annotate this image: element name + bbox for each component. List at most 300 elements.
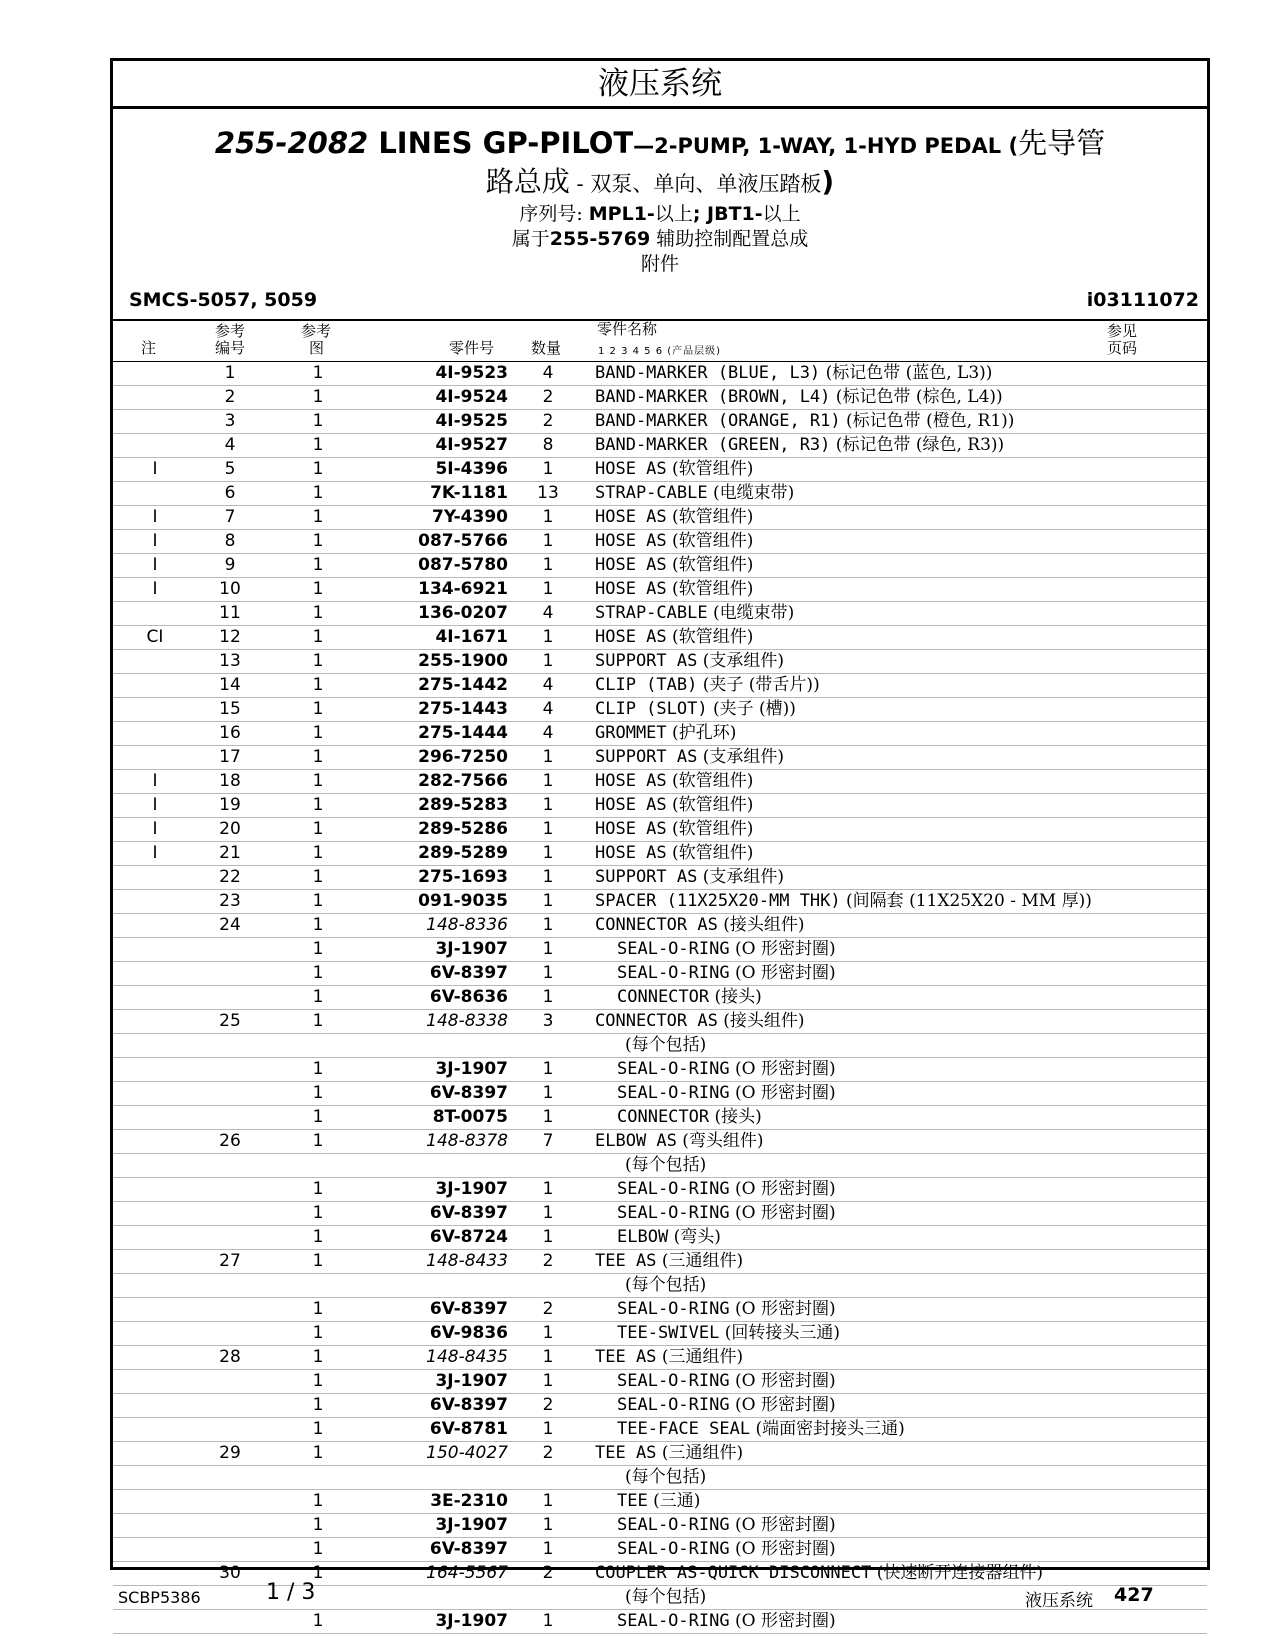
part-name-cell bbox=[617, 1082, 836, 1105]
quantity-cell: 4 bbox=[542, 363, 554, 383]
part-name-cn: (接头) bbox=[709, 1107, 762, 1127]
col-qty: 数量 bbox=[531, 339, 562, 357]
part-name-cell bbox=[625, 1154, 706, 1177]
ref-number-cell: 20 bbox=[219, 819, 241, 839]
table-row bbox=[113, 1298, 1207, 1322]
part-number-cell: 150-4027 bbox=[426, 1443, 508, 1463]
ref-figure-cell: 1 bbox=[312, 411, 324, 431]
part-number-cell: 6V-8397 bbox=[429, 1203, 508, 1223]
col-part-no: 零件号 bbox=[449, 339, 495, 357]
part-name-cn: (每个包括) bbox=[625, 1275, 707, 1295]
title-cn-line2: 路总成 bbox=[485, 165, 570, 198]
part-name-cell bbox=[617, 962, 836, 985]
ref-number-cell: 25 bbox=[219, 1011, 241, 1031]
part-number-cell: 6V-8397 bbox=[429, 1539, 508, 1559]
table-row bbox=[113, 386, 1207, 410]
ref-figure-cell: 1 bbox=[312, 1395, 324, 1415]
part-name-cn: (护孔环) bbox=[666, 723, 737, 743]
quantity-cell: 1 bbox=[542, 1515, 554, 1535]
part-number-cell: 148-8378 bbox=[426, 1131, 508, 1151]
table-row bbox=[113, 506, 1207, 530]
quantity-cell: 1 bbox=[542, 1059, 554, 1079]
part-name-en: CONNECTOR bbox=[617, 987, 710, 1007]
part-name-en: ELBOW AS bbox=[595, 1131, 677, 1151]
part-name-cn: (O 形密封圈) bbox=[729, 963, 836, 983]
ref-figure-cell: 1 bbox=[312, 867, 324, 887]
title-block bbox=[113, 125, 1207, 277]
part-name-cell bbox=[617, 1490, 700, 1513]
quantity-cell: 1 bbox=[542, 1083, 554, 1103]
part-name-en: HOSE AS bbox=[595, 507, 667, 527]
part-name-en: SEAL-O-RING bbox=[617, 1203, 730, 1223]
ref-number-cell: 27 bbox=[219, 1251, 241, 1271]
part-name-cn: (标记色带 (绿色, R3)) bbox=[830, 435, 1005, 455]
quantity-cell: 8 bbox=[542, 435, 554, 455]
part-name-cn: (接头组件) bbox=[717, 1011, 805, 1031]
ref-figure-cell: 1 bbox=[312, 1299, 324, 1319]
part-name-cn: (接头) bbox=[709, 987, 762, 1007]
part-name-cn: (三通组件) bbox=[656, 1347, 744, 1367]
part-name-cell bbox=[617, 1178, 836, 1201]
table-row bbox=[113, 1130, 1207, 1154]
quantity-cell: 1 bbox=[542, 627, 554, 647]
table-row bbox=[113, 1490, 1207, 1514]
part-name-en: HOSE AS bbox=[595, 627, 667, 647]
quantity-cell: 3 bbox=[542, 1011, 554, 1031]
quantity-cell: 1 bbox=[542, 1107, 554, 1127]
serial-label: 序列号: bbox=[519, 203, 583, 225]
part-name-cn: (软管组件) bbox=[666, 459, 754, 479]
ref-figure-cell: 1 bbox=[312, 1083, 324, 1103]
serial-b-text: 以上 bbox=[762, 203, 801, 225]
quantity-cell: 1 bbox=[542, 795, 554, 815]
serial-b: JBT1- bbox=[707, 203, 763, 225]
part-name-cn: (O 形密封圈) bbox=[729, 1299, 836, 1319]
quantity-cell: 2 bbox=[542, 1251, 554, 1271]
table-row bbox=[113, 458, 1207, 482]
ref-figure-cell: 1 bbox=[312, 531, 324, 551]
part-name-en: SUPPORT AS bbox=[595, 867, 698, 887]
part-name-en: SEAL-O-RING bbox=[617, 939, 730, 959]
note-cell: I bbox=[152, 819, 158, 839]
part-name-en: SEAL-O-RING bbox=[617, 1179, 730, 1199]
part-name-cn: (电缆束带) bbox=[707, 483, 795, 503]
title-variant: —2-PUMP, 1-WAY, 1-HYD PEDAL ( bbox=[633, 134, 1019, 158]
part-name-cell bbox=[595, 1442, 743, 1465]
part-name-cell bbox=[595, 818, 753, 841]
quantity-cell: 1 bbox=[542, 819, 554, 839]
part-name-cn: (三通) bbox=[647, 1491, 701, 1511]
quantity-cell: 1 bbox=[542, 1347, 554, 1367]
ref-figure-cell: 1 bbox=[312, 1611, 324, 1631]
part-name-cn: (O 形密封圈) bbox=[729, 1539, 836, 1559]
note-cell: I bbox=[152, 531, 158, 551]
parts-table bbox=[113, 362, 1207, 1634]
table-row bbox=[113, 1250, 1207, 1274]
title-part-number: 255-2082 bbox=[214, 126, 369, 160]
table-row bbox=[113, 1034, 1207, 1058]
footer-page-of: 1 / 3 bbox=[266, 1580, 316, 1605]
ref-number-cell: 22 bbox=[219, 867, 241, 887]
table-row bbox=[113, 1154, 1207, 1178]
smcs-row bbox=[113, 285, 1207, 319]
part-name-en: HOSE AS bbox=[595, 819, 667, 839]
footer-page-number: 427 bbox=[1114, 1584, 1154, 1606]
part-name-cn: (O 形密封圈) bbox=[729, 1395, 836, 1415]
ref-number-cell: 13 bbox=[219, 651, 241, 671]
part-number-cell: 289-5286 bbox=[418, 819, 508, 839]
quantity-cell: 1 bbox=[542, 1179, 554, 1199]
part-name-cn: (电缆束带) bbox=[707, 603, 795, 623]
part-name-cn: (软管组件) bbox=[666, 771, 754, 791]
part-name-cell bbox=[595, 1346, 743, 1369]
part-name-en: SEAL-O-RING bbox=[617, 1515, 730, 1535]
table-row bbox=[113, 770, 1207, 794]
part-name-cell bbox=[595, 770, 753, 793]
ref-number-cell: 21 bbox=[219, 843, 241, 863]
part-name-cell bbox=[595, 674, 820, 697]
part-number-cell: 282-7566 bbox=[418, 771, 508, 791]
quantity-cell: 1 bbox=[542, 1371, 554, 1391]
table-row bbox=[113, 794, 1207, 818]
part-name-cn: (弯头) bbox=[668, 1227, 721, 1247]
ref-figure-cell: 1 bbox=[312, 843, 324, 863]
part-number-cell: 289-5283 bbox=[418, 795, 508, 815]
ref-figure-cell: 1 bbox=[312, 1539, 324, 1559]
part-name-cn: (间隔套 (11X25X20 - MM 厚)) bbox=[840, 891, 1092, 911]
table-row bbox=[113, 410, 1207, 434]
doc-id: i03111072 bbox=[1086, 289, 1199, 311]
serial-a-text: 以上 bbox=[654, 203, 693, 225]
ref-figure-cell: 1 bbox=[312, 1419, 324, 1439]
part-name-cn: (软管组件) bbox=[666, 819, 754, 839]
part-name-cell bbox=[595, 458, 753, 481]
part-number-cell: 3J-1907 bbox=[435, 1515, 508, 1535]
ref-number-cell: 15 bbox=[219, 699, 241, 719]
ref-figure-cell: 1 bbox=[312, 891, 324, 911]
part-number-cell: 6V-8636 bbox=[429, 987, 508, 1007]
title-close: ) bbox=[821, 165, 835, 198]
quantity-cell: 1 bbox=[542, 963, 554, 983]
part-name-cell bbox=[617, 938, 836, 961]
part-number-cell: 6V-8397 bbox=[429, 1083, 508, 1103]
part-name-en: BAND-MARKER (BLUE, L3) bbox=[595, 363, 821, 383]
part-number-cell: 5I-4396 bbox=[435, 459, 508, 479]
part-name-cell bbox=[595, 578, 753, 601]
ref-figure-cell: 1 bbox=[312, 819, 324, 839]
ref-number-cell: 7 bbox=[224, 507, 236, 527]
belongs-text: 辅助控制配置总成 bbox=[650, 228, 809, 250]
part-name-en: SUPPORT AS bbox=[595, 651, 698, 671]
ref-number-cell: 10 bbox=[219, 579, 241, 599]
part-name-cn: (O 形密封圈) bbox=[729, 1083, 836, 1103]
part-number-cell: 136-0207 bbox=[418, 603, 508, 623]
quantity-cell: 7 bbox=[542, 1131, 554, 1151]
part-number-cell: 6V-8397 bbox=[429, 1299, 508, 1319]
part-name-cell bbox=[595, 626, 753, 649]
table-row bbox=[113, 1466, 1207, 1490]
part-name-en: CONNECTOR AS bbox=[595, 915, 718, 935]
table-row bbox=[113, 1106, 1207, 1130]
part-name-en: SEAL-O-RING bbox=[617, 1083, 730, 1103]
quantity-cell: 1 bbox=[542, 771, 554, 791]
quantity-cell: 1 bbox=[542, 507, 554, 527]
table-row bbox=[113, 746, 1207, 770]
quantity-cell: 1 bbox=[542, 1539, 554, 1559]
ref-figure-cell: 1 bbox=[312, 555, 324, 575]
quantity-cell: 1 bbox=[542, 891, 554, 911]
column-header bbox=[113, 319, 1207, 362]
part-name-en: CLIP (TAB) bbox=[595, 675, 698, 695]
ref-number-cell: 6 bbox=[224, 483, 236, 503]
col-see-top: 参见 bbox=[1107, 322, 1138, 340]
part-name-cell bbox=[595, 866, 784, 889]
table-row bbox=[113, 1442, 1207, 1466]
col-see-bot: 页码 bbox=[1107, 339, 1138, 357]
table-row bbox=[113, 818, 1207, 842]
part-name-en: SPACER (11X25X20-MM THK) bbox=[595, 891, 841, 911]
col-ref-bot: 编号 bbox=[215, 339, 246, 357]
quantity-cell: 1 bbox=[542, 1491, 554, 1511]
ref-number-cell: 24 bbox=[219, 915, 241, 935]
table-row bbox=[113, 650, 1207, 674]
part-name-cn: (每个包括) bbox=[625, 1155, 707, 1175]
col-levels: 1 2 3 4 5 6 (产品层级) bbox=[598, 346, 722, 357]
ref-figure-cell: 1 bbox=[312, 363, 324, 383]
ref-figure-cell: 1 bbox=[312, 435, 324, 455]
part-number-cell: 255-1900 bbox=[418, 651, 508, 671]
quantity-cell: 13 bbox=[537, 483, 559, 503]
part-name-en: STRAP-CABLE bbox=[595, 603, 708, 623]
part-name-cell bbox=[617, 1226, 721, 1249]
part-number-cell: 4I-9523 bbox=[435, 363, 508, 383]
quantity-cell: 2 bbox=[542, 1299, 554, 1319]
ref-number-cell: 18 bbox=[219, 771, 241, 791]
part-number-cell: 148-8435 bbox=[426, 1347, 508, 1367]
ref-figure-cell: 1 bbox=[312, 1107, 324, 1127]
part-name-en: SEAL-O-RING bbox=[617, 1059, 730, 1079]
note-cell: CI bbox=[146, 627, 164, 647]
ref-figure-cell: 1 bbox=[312, 1227, 324, 1247]
part-name-cn: (每个包括) bbox=[625, 1587, 707, 1607]
part-number-cell: 275-1444 bbox=[418, 723, 508, 743]
ref-figure-cell: 1 bbox=[312, 963, 324, 983]
quantity-cell: 1 bbox=[542, 747, 554, 767]
ref-figure-cell: 1 bbox=[312, 699, 324, 719]
part-number-cell: 7Y-4390 bbox=[431, 507, 508, 527]
belongs-line bbox=[113, 227, 1207, 252]
part-name-cn: (支承组件) bbox=[697, 747, 785, 767]
part-number-cell: 3J-1907 bbox=[435, 1611, 508, 1631]
quantity-cell: 2 bbox=[542, 411, 554, 431]
part-name-cn: (支承组件) bbox=[697, 651, 785, 671]
table-row bbox=[113, 1370, 1207, 1394]
part-name-cn: (O 形密封圈) bbox=[729, 1611, 836, 1631]
part-name-cn: (接头组件) bbox=[717, 915, 805, 935]
ref-figure-cell: 1 bbox=[312, 579, 324, 599]
table-row bbox=[113, 578, 1207, 602]
part-name-cell bbox=[595, 410, 1014, 433]
part-name-cell bbox=[617, 1058, 836, 1081]
table-row bbox=[113, 1010, 1207, 1034]
part-name-cell bbox=[595, 890, 1092, 913]
table-row bbox=[113, 986, 1207, 1010]
ref-number-cell: 11 bbox=[219, 603, 241, 623]
part-number-cell: 134-6921 bbox=[418, 579, 508, 599]
part-name-en: BAND-MARKER (ORANGE, R1) bbox=[595, 411, 841, 431]
main-title bbox=[113, 125, 1207, 164]
quantity-cell: 1 bbox=[542, 531, 554, 551]
table-row bbox=[113, 938, 1207, 962]
quantity-cell: 1 bbox=[542, 555, 554, 575]
note-cell: I bbox=[152, 795, 158, 815]
part-name-cell bbox=[617, 1394, 836, 1417]
part-name-cn: (每个包括) bbox=[625, 1467, 707, 1487]
quantity-cell: 4 bbox=[542, 723, 554, 743]
part-name-cell bbox=[617, 1106, 762, 1129]
table-row bbox=[113, 362, 1207, 386]
part-name-en: TEE-FACE SEAL bbox=[617, 1419, 751, 1439]
part-name-cell bbox=[617, 1298, 836, 1321]
part-name-cn: (O 形密封圈) bbox=[729, 1059, 836, 1079]
ref-number-cell: 23 bbox=[219, 891, 241, 911]
part-name-cell bbox=[595, 482, 794, 505]
part-name-cn: (回转接头三通) bbox=[719, 1323, 841, 1343]
quantity-cell: 1 bbox=[542, 1323, 554, 1343]
note-cell: I bbox=[152, 843, 158, 863]
table-row bbox=[113, 722, 1207, 746]
table-row bbox=[113, 962, 1207, 986]
part-name-cn: (软管组件) bbox=[666, 843, 754, 863]
ref-figure-cell: 1 bbox=[312, 1515, 324, 1535]
part-name-cn: (O 形密封圈) bbox=[729, 1179, 836, 1199]
part-number-cell: 148-8338 bbox=[426, 1011, 508, 1031]
quantity-cell: 1 bbox=[542, 1203, 554, 1223]
part-name-cell bbox=[617, 986, 762, 1009]
part-number-cell: 087-5780 bbox=[418, 555, 508, 575]
part-name-en: HOSE AS bbox=[595, 795, 667, 815]
part-name-en: HOSE AS bbox=[595, 843, 667, 863]
quantity-cell: 1 bbox=[542, 651, 554, 671]
ref-number-cell: 19 bbox=[219, 795, 241, 815]
part-name-cell bbox=[595, 554, 753, 577]
part-name-en: HOSE AS bbox=[595, 459, 667, 479]
quantity-cell: 1 bbox=[542, 1611, 554, 1631]
attachment-label: 附件 bbox=[640, 253, 679, 275]
part-name-en: COUPLER AS-QUICK DISCONNECT bbox=[595, 1563, 872, 1583]
ref-number-cell: 8 bbox=[224, 531, 236, 551]
part-name-cell bbox=[625, 1466, 706, 1489]
note-cell: I bbox=[152, 507, 158, 527]
part-name-cell bbox=[595, 434, 1004, 457]
ref-number-cell: 28 bbox=[219, 1347, 241, 1367]
ref-number-cell: 9 bbox=[224, 555, 236, 575]
part-number-cell: 289-5289 bbox=[418, 843, 508, 863]
part-number-cell: 6V-8781 bbox=[429, 1419, 508, 1439]
part-number-cell: 7K-1181 bbox=[430, 483, 508, 503]
part-name-cn: (夹子 (槽)) bbox=[707, 699, 796, 719]
part-number-cell: 3J-1907 bbox=[435, 1179, 508, 1199]
table-row bbox=[113, 1082, 1207, 1106]
ref-figure-cell: 1 bbox=[312, 1443, 324, 1463]
part-number-cell: 164-5567 bbox=[426, 1563, 508, 1583]
part-name-en: HOSE AS bbox=[595, 531, 667, 551]
part-name-cell bbox=[595, 602, 794, 625]
part-name-cn: (软管组件) bbox=[666, 507, 754, 527]
part-name-en: SEAL-O-RING bbox=[617, 1299, 730, 1319]
table-row bbox=[113, 674, 1207, 698]
table-row bbox=[113, 602, 1207, 626]
ref-number-cell: 17 bbox=[219, 747, 241, 767]
table-row bbox=[113, 554, 1207, 578]
page-footer bbox=[0, 1578, 1275, 1618]
part-name-cn: (支承组件) bbox=[697, 867, 785, 887]
part-name-en: TEE-SWIVEL bbox=[617, 1323, 720, 1343]
quantity-cell: 1 bbox=[542, 1227, 554, 1247]
part-name-cn: (软管组件) bbox=[666, 579, 754, 599]
part-name-en: SEAL-O-RING bbox=[617, 963, 730, 983]
part-name-en: SEAL-O-RING bbox=[617, 1611, 730, 1631]
part-name-cn: (夹子 (带舌片)) bbox=[697, 675, 820, 695]
quantity-cell: 1 bbox=[542, 939, 554, 959]
quantity-cell: 4 bbox=[542, 675, 554, 695]
ref-figure-cell: 1 bbox=[312, 651, 324, 671]
title-name: LINES GP-PILOT bbox=[378, 126, 634, 160]
part-name-en: HOSE AS bbox=[595, 555, 667, 575]
part-number-cell: 148-8433 bbox=[426, 1251, 508, 1271]
part-name-cn: (软管组件) bbox=[666, 627, 754, 647]
col-fig-bot: 图 bbox=[309, 339, 325, 357]
part-name-cn: (快速断开连接器组件) bbox=[871, 1563, 1044, 1583]
ref-figure-cell: 1 bbox=[312, 1491, 324, 1511]
part-name-en: GROMMET bbox=[595, 723, 667, 743]
table-row bbox=[113, 626, 1207, 650]
ref-figure-cell: 1 bbox=[312, 939, 324, 959]
part-name-cn: (O 形密封圈) bbox=[729, 939, 836, 959]
ref-figure-cell: 1 bbox=[312, 1011, 324, 1031]
ref-number-cell: 4 bbox=[224, 435, 236, 455]
section-title: 液压系统 bbox=[113, 61, 1207, 109]
part-name-cell bbox=[595, 650, 784, 673]
ref-figure-cell: 1 bbox=[312, 1131, 324, 1151]
ref-figure-cell: 1 bbox=[312, 483, 324, 503]
part-number-cell: 3J-1907 bbox=[435, 939, 508, 959]
part-number-cell: 3J-1907 bbox=[435, 1371, 508, 1391]
table-row bbox=[113, 1058, 1207, 1082]
part-number-cell: 8T-0075 bbox=[432, 1107, 508, 1127]
part-number-cell: 6V-8397 bbox=[429, 1395, 508, 1415]
part-name-cn: (O 形密封圈) bbox=[729, 1203, 836, 1223]
quantity-cell: 1 bbox=[542, 579, 554, 599]
ref-figure-cell: 1 bbox=[312, 795, 324, 815]
ref-number-cell: 16 bbox=[219, 723, 241, 743]
part-name-cn: (软管组件) bbox=[666, 795, 754, 815]
part-name-cn: (三通组件) bbox=[656, 1443, 744, 1463]
part-number-cell: 087-5766 bbox=[418, 531, 508, 551]
part-name-en: SUPPORT AS bbox=[595, 747, 698, 767]
part-name-en: CONNECTOR bbox=[617, 1107, 710, 1127]
part-name-en: TEE AS bbox=[595, 1251, 657, 1271]
ref-figure-cell: 1 bbox=[312, 1347, 324, 1367]
part-name-cell bbox=[595, 1130, 764, 1153]
table-row bbox=[113, 1178, 1207, 1202]
part-name-cn: (软管组件) bbox=[666, 531, 754, 551]
ref-figure-cell: 1 bbox=[312, 387, 324, 407]
belongs-pn: 255-5769 bbox=[549, 228, 651, 250]
ref-figure-cell: 1 bbox=[312, 723, 324, 743]
belongs-prefix: 属于 bbox=[511, 228, 550, 250]
part-number-cell: 4I-1671 bbox=[435, 627, 508, 647]
